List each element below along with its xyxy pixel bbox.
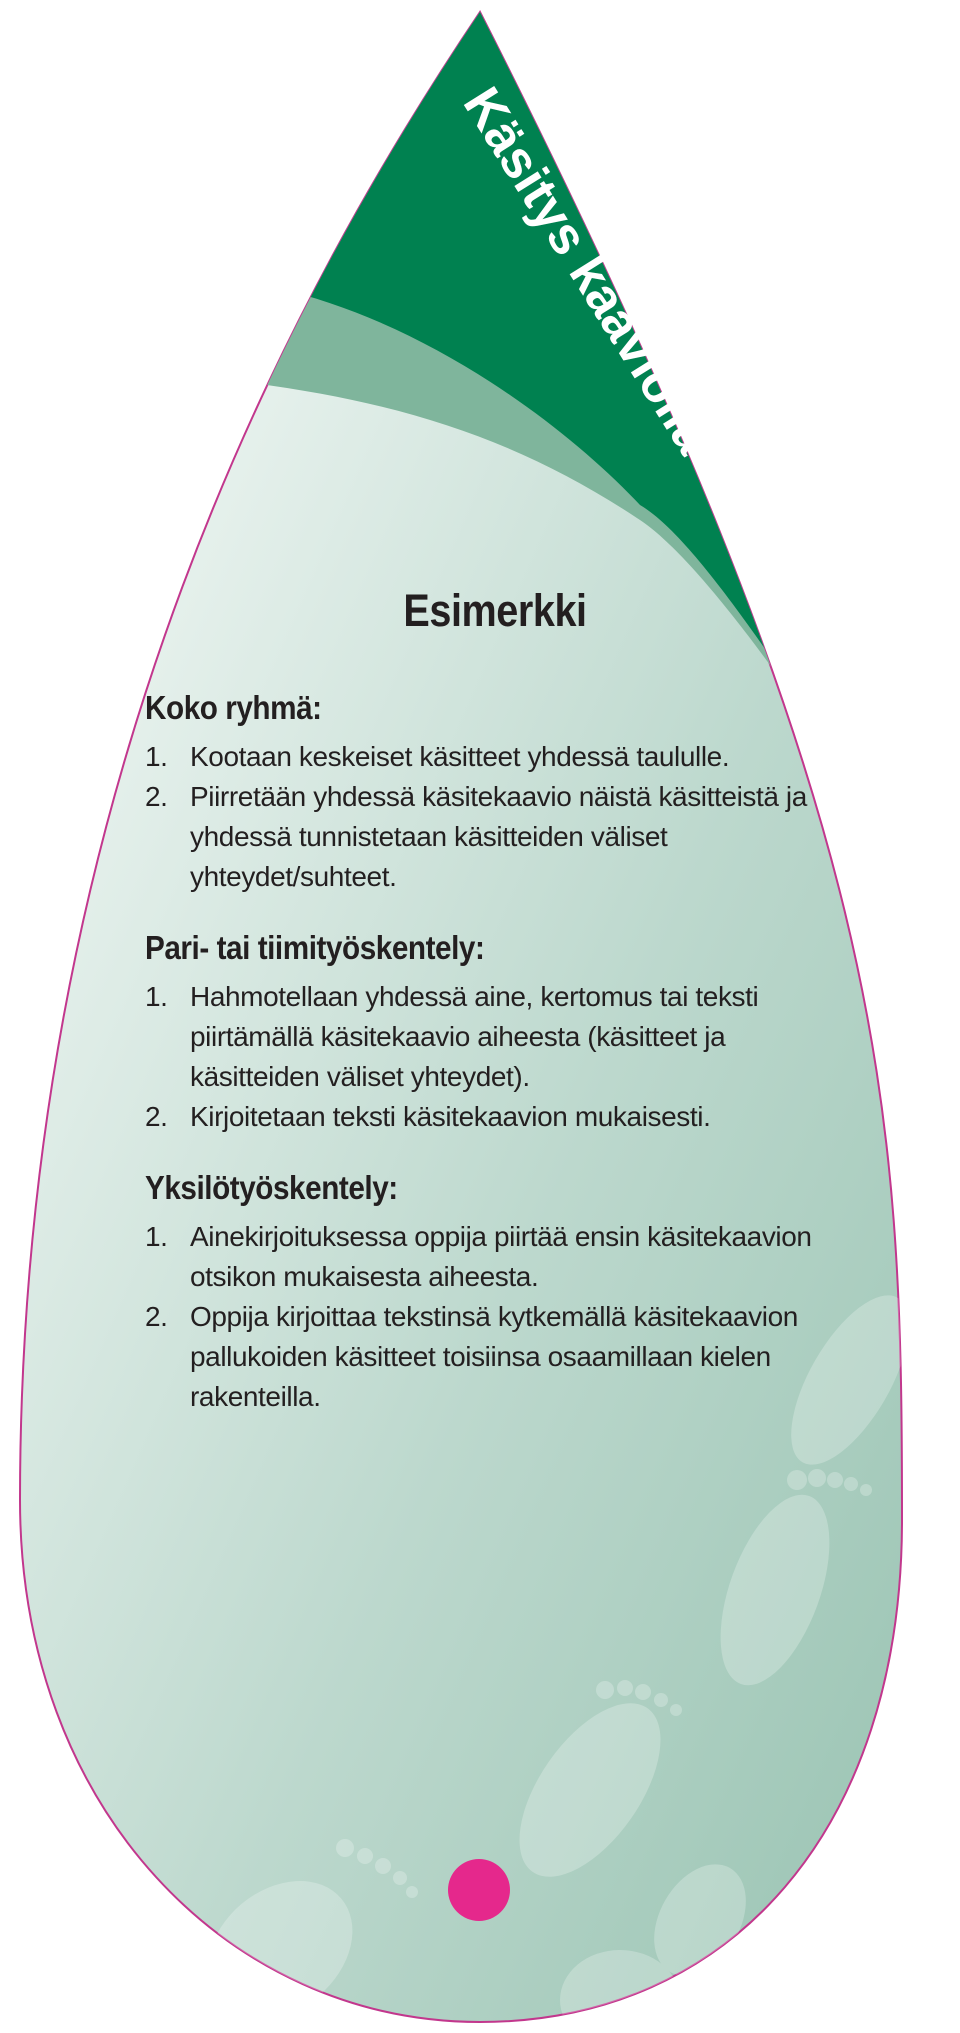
punch-hole-dot bbox=[448, 1859, 510, 1921]
list-item bbox=[145, 737, 845, 777]
item-number: 2. bbox=[145, 781, 168, 812]
list-item bbox=[145, 777, 845, 897]
page-heading: Esimerkki bbox=[403, 585, 587, 636]
item-number: 2. bbox=[145, 1101, 168, 1132]
item-text: Kootaan keskeiset käsitteet yhdessä taululle. bbox=[190, 741, 730, 772]
section-title: Yksilötyöskentely: bbox=[145, 1169, 398, 1206]
item-text: Piirretään yhdessä käsitekaavio näistä käsitteistä ja yhdessä tunnistetaan käsitteiden väliset yhteydet/suhteet. bbox=[190, 781, 807, 892]
list-item bbox=[145, 1217, 845, 1297]
item-number: 2. bbox=[145, 1301, 168, 1332]
steps-list bbox=[145, 977, 845, 1137]
section-whole-group bbox=[145, 689, 845, 897]
steps-list bbox=[145, 737, 845, 897]
item-text: Oppija kirjoittaa tekstinsä kytkemällä käsitekaavion pallukoiden käsitteet toisiinsa osaamillaan kielen rakenteilla. bbox=[190, 1301, 798, 1412]
item-text: Ainekirjoituksessa oppija piirtää ensin käsitekaavion otsikon mukaisesta aiheesta. bbox=[190, 1221, 812, 1292]
content-area bbox=[145, 585, 845, 1449]
list-item bbox=[145, 1297, 845, 1417]
item-number: 1. bbox=[145, 1221, 168, 1252]
item-text: Hahmotellaan yhdessä aine, kertomus tai teksti piirtämällä käsitekaavio aiheesta (käsitteet ja käsitteiden väliset yhteydet). bbox=[190, 981, 759, 1092]
steps-list bbox=[145, 1217, 845, 1417]
section-individual bbox=[145, 1169, 845, 1417]
item-number: 1. bbox=[145, 741, 168, 772]
banner-title: Käsitys kaaviolla bbox=[451, 77, 724, 464]
list-item bbox=[145, 1097, 845, 1137]
item-text: Kirjoitetaan teksti käsitekaavion mukaisesti. bbox=[190, 1101, 711, 1132]
item-number: 1. bbox=[145, 981, 168, 1012]
section-pair-team bbox=[145, 929, 845, 1137]
list-item bbox=[145, 977, 845, 1097]
section-title: Pari- tai tiimityöskentely: bbox=[145, 929, 485, 966]
section-title: Koko ryhmä: bbox=[145, 689, 322, 726]
